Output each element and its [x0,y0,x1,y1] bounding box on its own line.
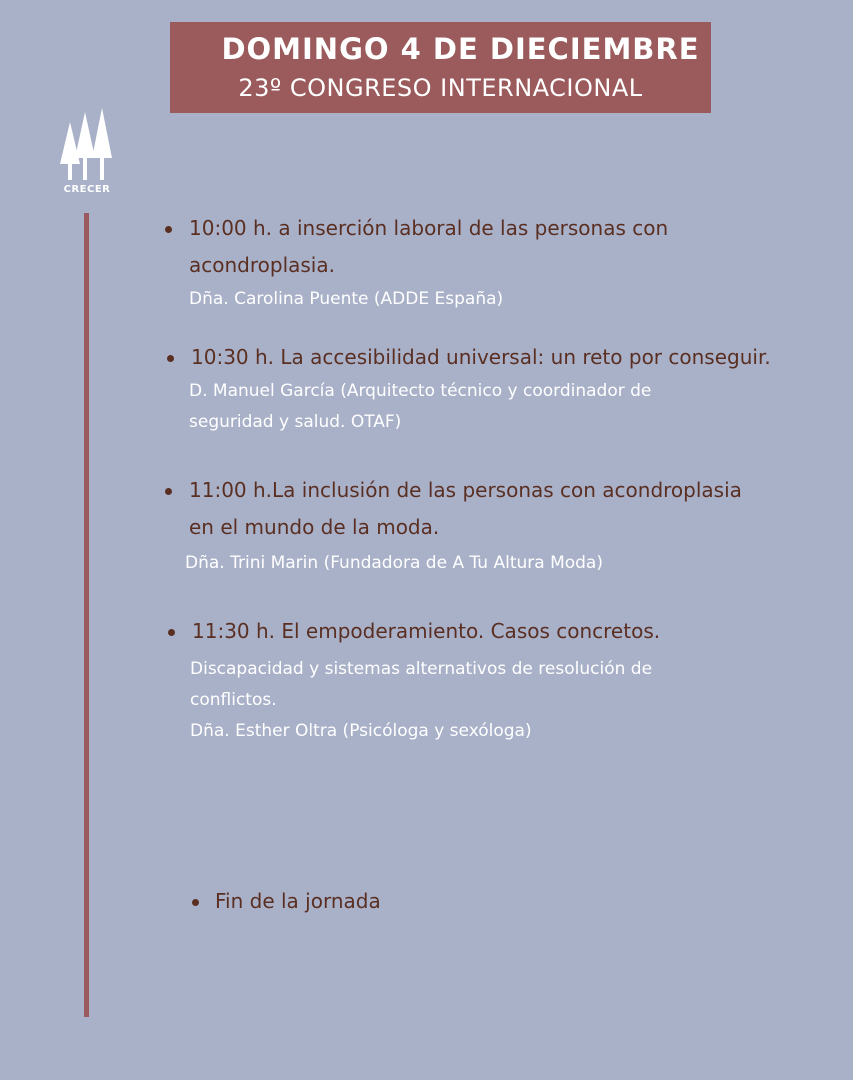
page-title: DOMINGO 4 DE DIECIEMBRE [221,32,700,66]
schedule-item [189,210,668,315]
item-detail-line: Discapacidad y sistemas alternativos de resolución de [190,659,653,679]
item-title-line: 10:00 h. a inserción laboral de las personas con [189,216,669,240]
header-banner [170,22,711,113]
trees-icon [56,108,118,184]
schedule-item [192,613,660,747]
item-title-line: Fin de la jornada [215,889,381,913]
schedule-item [191,339,771,438]
schedule-item [215,883,381,920]
page-subtitle: 23º CONGRESO INTERNACIONAL [238,74,643,102]
logo-text: CRECER [63,184,111,195]
crecer-logo [56,108,118,198]
item-title-line: acondroplasia. [189,253,335,277]
item-title-line: 11:00 h.La inclusión de las personas con acondroplasia [189,478,742,502]
item-detail-line: Dña. Esther Oltra (Psicóloga y sexóloga) [190,721,532,741]
item-detail-line: Dña. Carolina Puente (ADDE España) [189,289,504,309]
bullet-dot [167,355,174,362]
item-detail-line: conflictos. [190,690,277,710]
item-detail-line: seguridad y salud. OTAF) [189,412,402,432]
bullet-dot [168,629,175,636]
bullet-dot [165,226,172,233]
timeline-line [84,213,89,1017]
bullet-dot [165,488,172,495]
bullet-dot [192,899,199,906]
schedule-item [185,472,742,579]
item-title-line: 10:30 h. La accesibilidad universal: un reto por conseguir. [191,345,771,369]
item-detail-line: Dña. Trini Marin (Fundadora de A Tu Altura Moda) [185,553,603,573]
item-detail-line: D. Manuel García (Arquitecto técnico y coordinador de [189,381,652,401]
item-title-line: 11:30 h. El empoderamiento. Casos concretos. [192,619,661,643]
item-title-line: en el mundo de la moda. [189,515,440,539]
